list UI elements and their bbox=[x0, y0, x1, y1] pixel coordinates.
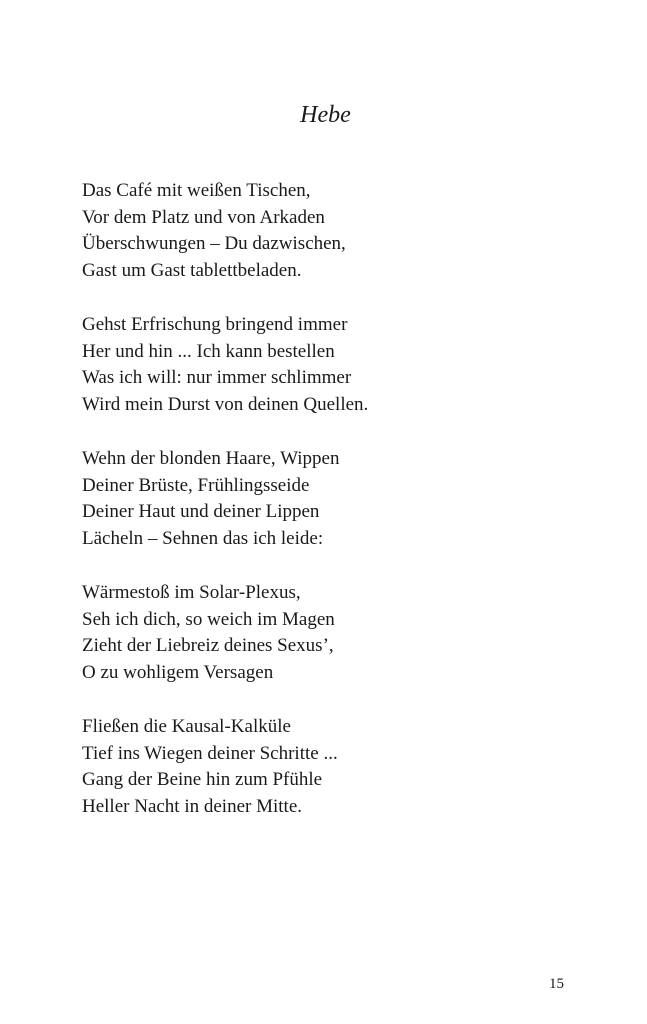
stanza-4 bbox=[82, 580, 582, 686]
poem-title: Hebe bbox=[300, 102, 351, 128]
poem-line: Wärmestoß im Solar-Plexus, bbox=[82, 582, 301, 603]
poem-line: O zu wohligem Versagen bbox=[82, 661, 274, 683]
stanza-5 bbox=[82, 714, 582, 820]
poem-line: Gang der Beine hin zum Pfühle bbox=[82, 769, 323, 790]
poem-line: Vor dem Platz und von Arkaden bbox=[82, 206, 325, 228]
poem-line: Fließen die Kausal-Kalküle bbox=[82, 716, 291, 737]
poem-line: Überschwungen – Du dazwischen, bbox=[82, 233, 346, 254]
poem-line: Zieht der Liebreiz deines Sexus’, bbox=[82, 635, 334, 656]
poem-line: Gast um Gast tablettbeladen. bbox=[82, 259, 302, 281]
poem-line: Was ich will: nur immer schlimmer bbox=[82, 367, 352, 388]
poem-line: Deiner Haut und deiner Lippen bbox=[82, 501, 320, 522]
poem-line: Her und hin ... Ich kann bestellen bbox=[82, 340, 335, 362]
poem-line: Deiner Brüste, Frühlingsseide bbox=[82, 474, 310, 496]
poem-line: Wehn der blonden Haare, Wippen bbox=[82, 448, 340, 469]
stanza-3 bbox=[82, 446, 582, 552]
page-number: 15 bbox=[549, 976, 564, 992]
poem-line: Wird mein Durst von deinen Quellen. bbox=[82, 393, 369, 415]
stanza-2 bbox=[82, 312, 582, 418]
stanza-1 bbox=[82, 178, 582, 284]
poem-line: Seh ich dich, so weich im Magen bbox=[82, 608, 335, 630]
poem-line: Lächeln – Sehnen das ich leide: bbox=[82, 527, 324, 549]
poem-line: Tief ins Wiegen deiner Schritte ... bbox=[82, 742, 338, 764]
poem-line: Heller Nacht in deiner Mitte. bbox=[82, 795, 303, 817]
poem-line: Das Café mit weißen Tischen, bbox=[82, 180, 311, 201]
poem-line: Gehst Erfrischung bringend immer bbox=[82, 314, 348, 335]
poem-body bbox=[82, 178, 582, 848]
